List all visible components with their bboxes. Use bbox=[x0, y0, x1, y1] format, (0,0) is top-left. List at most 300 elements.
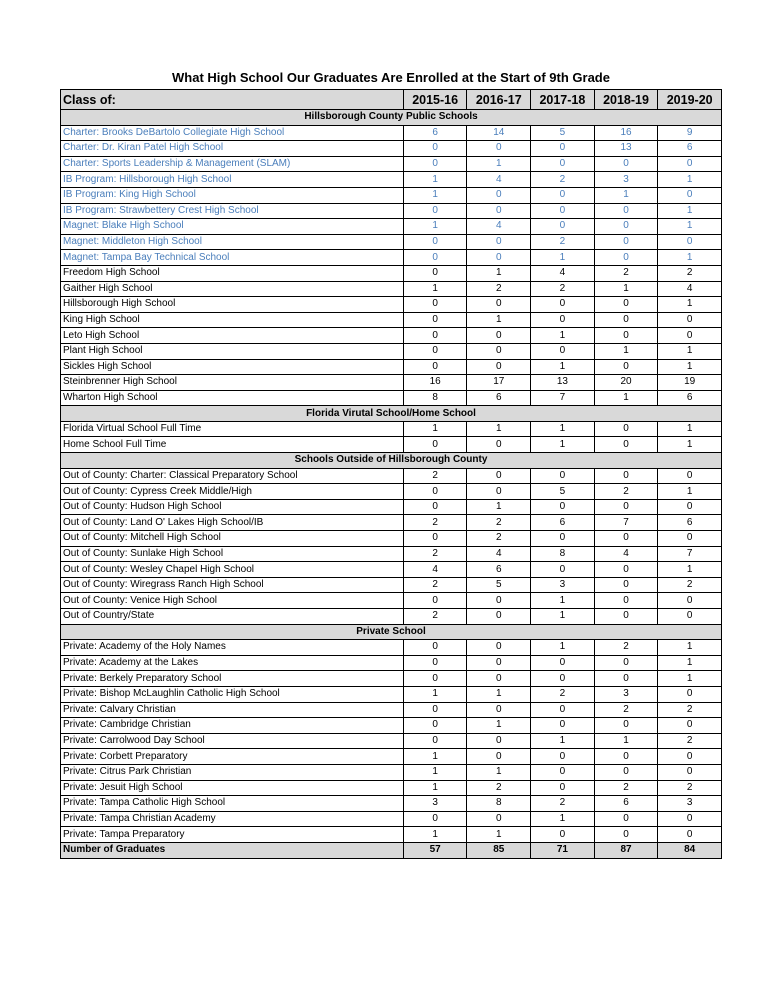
enrollment-count: 1 bbox=[658, 343, 722, 359]
enrollment-count: 1 bbox=[531, 733, 595, 749]
table-row bbox=[61, 499, 722, 515]
enrollment-count: 1 bbox=[467, 499, 531, 515]
enrollment-count: 1 bbox=[658, 359, 722, 375]
enrollment-count: 0 bbox=[403, 702, 467, 718]
enrollment-count: 1 bbox=[594, 281, 658, 297]
enrollment-count: 0 bbox=[467, 811, 531, 827]
header-year: 2016-17 bbox=[467, 90, 531, 110]
school-name: Charter: Brooks DeBartolo Collegiate High School bbox=[61, 125, 404, 141]
enrollment-count: 2 bbox=[403, 546, 467, 562]
enrollment-count: 0 bbox=[531, 203, 595, 219]
school-name: Charter: Dr. Kiran Patel High School bbox=[61, 141, 404, 157]
enrollment-count: 0 bbox=[403, 531, 467, 547]
enrollment-count: 0 bbox=[467, 187, 531, 203]
enrollment-count: 0 bbox=[594, 234, 658, 250]
header-year: 2017-18 bbox=[531, 90, 595, 110]
enrollment-count: 2 bbox=[403, 577, 467, 593]
enrollment-count: 1 bbox=[531, 811, 595, 827]
enrollment-count: 1 bbox=[531, 359, 595, 375]
table-row bbox=[61, 796, 722, 812]
enrollment-count: 0 bbox=[467, 609, 531, 625]
school-name: Out of County: Venice High School bbox=[61, 593, 404, 609]
table-row bbox=[61, 827, 722, 843]
section-header-row bbox=[61, 406, 722, 422]
enrollment-count: 0 bbox=[594, 609, 658, 625]
enrollment-count: 2 bbox=[531, 281, 595, 297]
enrollment-count: 0 bbox=[531, 531, 595, 547]
table-row bbox=[61, 686, 722, 702]
enrollment-count: 0 bbox=[594, 749, 658, 765]
school-name: Private: Citrus Park Christian bbox=[61, 764, 404, 780]
enrollment-count: 6 bbox=[594, 796, 658, 812]
school-name: Gaither High School bbox=[61, 281, 404, 297]
enrollment-count: 20 bbox=[594, 375, 658, 391]
enrollment-count: 0 bbox=[403, 343, 467, 359]
table-row bbox=[61, 312, 722, 328]
enrollment-count: 4 bbox=[658, 281, 722, 297]
enrollment-count: 0 bbox=[658, 811, 722, 827]
school-name: Out of County: Charter: Classical Preparatory School bbox=[61, 468, 404, 484]
school-name: IB Program: King High School bbox=[61, 187, 404, 203]
school-name: Private: Carrolwood Day School bbox=[61, 733, 404, 749]
school-name: Hillsborough High School bbox=[61, 297, 404, 313]
enrollment-count: 0 bbox=[531, 219, 595, 235]
enrollment-count: 0 bbox=[594, 359, 658, 375]
enrollment-count: 0 bbox=[467, 234, 531, 250]
enrollment-count: 0 bbox=[594, 250, 658, 266]
enrollment-count: 3 bbox=[403, 796, 467, 812]
school-name: Out of County: Sunlake High School bbox=[61, 546, 404, 562]
enrollment-count: 2 bbox=[403, 468, 467, 484]
enrollment-count: 0 bbox=[594, 203, 658, 219]
enrollment-count: 3 bbox=[594, 172, 658, 188]
table-row bbox=[61, 156, 722, 172]
school-name: Home School Full Time bbox=[61, 437, 404, 453]
enrollment-count: 1 bbox=[467, 718, 531, 734]
table-row bbox=[61, 219, 722, 235]
enrollment-count: 0 bbox=[467, 343, 531, 359]
enrollment-count: 0 bbox=[467, 733, 531, 749]
enrollment-count: 0 bbox=[531, 780, 595, 796]
enrollment-count: 0 bbox=[467, 593, 531, 609]
enrollment-count: 1 bbox=[403, 686, 467, 702]
table-row bbox=[61, 375, 722, 391]
enrollment-count: 1 bbox=[658, 297, 722, 313]
enrollment-count: 1 bbox=[467, 156, 531, 172]
school-name: Florida Virtual School Full Time bbox=[61, 421, 404, 437]
enrollment-count: 2 bbox=[403, 609, 467, 625]
enrollment-count: 0 bbox=[403, 234, 467, 250]
enrollment-count: 0 bbox=[531, 297, 595, 313]
enrollment-count: 13 bbox=[594, 141, 658, 157]
enrollment-count: 0 bbox=[658, 468, 722, 484]
enrollment-count: 0 bbox=[403, 671, 467, 687]
enrollment-count: 0 bbox=[658, 593, 722, 609]
enrollment-count: 2 bbox=[531, 796, 595, 812]
enrollment-count: 1 bbox=[594, 187, 658, 203]
total-count: 84 bbox=[658, 842, 722, 858]
enrollment-count: 2 bbox=[658, 577, 722, 593]
table-row bbox=[61, 172, 722, 188]
enrollment-count: 0 bbox=[403, 156, 467, 172]
section-header-row bbox=[61, 453, 722, 469]
enrollment-count: 0 bbox=[403, 733, 467, 749]
enrollment-count: 6 bbox=[467, 562, 531, 578]
enrollment-count: 0 bbox=[403, 328, 467, 344]
school-name: Private: Cambridge Christian bbox=[61, 718, 404, 734]
enrollment-count: 0 bbox=[403, 655, 467, 671]
section-header-row bbox=[61, 624, 722, 640]
enrollment-count: 0 bbox=[403, 593, 467, 609]
enrollment-count: 2 bbox=[531, 234, 595, 250]
enrollment-count: 0 bbox=[403, 297, 467, 313]
school-name: IB Program: Hillsborough High School bbox=[61, 172, 404, 188]
table-row bbox=[61, 281, 722, 297]
enrollment-count: 0 bbox=[403, 312, 467, 328]
enrollment-count: 0 bbox=[594, 421, 658, 437]
enrollment-count: 0 bbox=[594, 468, 658, 484]
enrollment-table bbox=[60, 89, 722, 859]
enrollment-count: 1 bbox=[403, 421, 467, 437]
enrollment-count: 0 bbox=[594, 297, 658, 313]
school-name: Plant High School bbox=[61, 343, 404, 359]
enrollment-count: 2 bbox=[594, 780, 658, 796]
enrollment-count: 13 bbox=[531, 375, 595, 391]
table-row bbox=[61, 780, 722, 796]
table-row bbox=[61, 515, 722, 531]
enrollment-count: 0 bbox=[594, 499, 658, 515]
enrollment-count: 1 bbox=[531, 437, 595, 453]
school-name: Out of County: Land O' Lakes High School/IB bbox=[61, 515, 404, 531]
enrollment-count: 0 bbox=[658, 827, 722, 843]
enrollment-count: 0 bbox=[658, 187, 722, 203]
enrollment-count: 0 bbox=[594, 219, 658, 235]
school-name: Magnet: Blake High School bbox=[61, 219, 404, 235]
enrollment-count: 0 bbox=[531, 562, 595, 578]
enrollment-count: 1 bbox=[531, 640, 595, 656]
enrollment-count: 2 bbox=[658, 702, 722, 718]
school-name: Leto High School bbox=[61, 328, 404, 344]
school-name: Private: Tampa Catholic High School bbox=[61, 796, 404, 812]
enrollment-count: 9 bbox=[658, 125, 722, 141]
enrollment-count: 2 bbox=[467, 281, 531, 297]
enrollment-count: 0 bbox=[531, 187, 595, 203]
enrollment-count: 2 bbox=[594, 702, 658, 718]
section-title: Florida Virutal School/Home School bbox=[61, 406, 722, 422]
school-name: Out of Country/State bbox=[61, 609, 404, 625]
header-row bbox=[61, 90, 722, 110]
enrollment-count: 0 bbox=[467, 141, 531, 157]
school-name: Private: Corbett Preparatory bbox=[61, 749, 404, 765]
table-row bbox=[61, 531, 722, 547]
school-name: Private: Jesuit High School bbox=[61, 780, 404, 796]
table-row bbox=[61, 297, 722, 313]
school-name: Out of County: Mitchell High School bbox=[61, 531, 404, 547]
enrollment-count: 0 bbox=[467, 359, 531, 375]
enrollment-count: 0 bbox=[403, 141, 467, 157]
document-title: What High School Our Graduates Are Enrolled at the Start of 9th Grade bbox=[172, 70, 610, 85]
enrollment-count: 1 bbox=[403, 219, 467, 235]
enrollment-count: 1 bbox=[467, 265, 531, 281]
enrollment-count: 0 bbox=[531, 499, 595, 515]
enrollment-count: 0 bbox=[658, 312, 722, 328]
enrollment-count: 0 bbox=[531, 827, 595, 843]
enrollment-count: 7 bbox=[531, 390, 595, 406]
enrollment-count: 0 bbox=[658, 234, 722, 250]
enrollment-count: 2 bbox=[467, 515, 531, 531]
table-row bbox=[61, 718, 722, 734]
enrollment-count: 0 bbox=[531, 343, 595, 359]
enrollment-count: 2 bbox=[658, 733, 722, 749]
enrollment-count: 0 bbox=[403, 359, 467, 375]
table-row bbox=[61, 328, 722, 344]
enrollment-count: 0 bbox=[531, 312, 595, 328]
enrollment-count: 19 bbox=[658, 375, 722, 391]
table-row bbox=[61, 577, 722, 593]
enrollment-count: 7 bbox=[658, 546, 722, 562]
enrollment-count: 0 bbox=[467, 328, 531, 344]
section-title: Private School bbox=[61, 624, 722, 640]
enrollment-count: 1 bbox=[658, 172, 722, 188]
enrollment-count: 1 bbox=[658, 421, 722, 437]
enrollment-count: 0 bbox=[658, 499, 722, 515]
enrollment-count: 1 bbox=[467, 827, 531, 843]
enrollment-count: 1 bbox=[403, 764, 467, 780]
enrollment-count: 1 bbox=[658, 484, 722, 500]
enrollment-count: 1 bbox=[658, 640, 722, 656]
table-row bbox=[61, 359, 722, 375]
enrollment-count: 6 bbox=[658, 390, 722, 406]
enrollment-count: 0 bbox=[467, 468, 531, 484]
enrollment-count: 6 bbox=[467, 390, 531, 406]
table-row bbox=[61, 593, 722, 609]
enrollment-count: 5 bbox=[531, 484, 595, 500]
enrollment-count: 2 bbox=[658, 265, 722, 281]
enrollment-count: 1 bbox=[467, 686, 531, 702]
total-count: 57 bbox=[403, 842, 467, 858]
enrollment-count: 0 bbox=[403, 250, 467, 266]
enrollment-count: 0 bbox=[594, 827, 658, 843]
enrollment-count: 1 bbox=[531, 250, 595, 266]
table-row bbox=[61, 203, 722, 219]
enrollment-count: 3 bbox=[594, 686, 658, 702]
header-year: 2018-19 bbox=[594, 90, 658, 110]
header-label: Class of: bbox=[61, 90, 404, 110]
enrollment-count: 0 bbox=[467, 437, 531, 453]
table-row bbox=[61, 702, 722, 718]
enrollment-count: 2 bbox=[658, 780, 722, 796]
enrollment-count: 8 bbox=[403, 390, 467, 406]
enrollment-count: 0 bbox=[403, 203, 467, 219]
enrollment-count: 0 bbox=[467, 640, 531, 656]
school-name: Private: Academy of the Holy Names bbox=[61, 640, 404, 656]
enrollment-count: 1 bbox=[403, 749, 467, 765]
total-row bbox=[61, 842, 722, 858]
school-name: Private: Bishop McLaughlin Catholic High School bbox=[61, 686, 404, 702]
enrollment-count: 1 bbox=[594, 390, 658, 406]
enrollment-count: 0 bbox=[594, 562, 658, 578]
enrollment-count: 0 bbox=[467, 297, 531, 313]
section-title: Hillsborough County Public Schools bbox=[61, 110, 722, 126]
enrollment-count: 0 bbox=[658, 328, 722, 344]
enrollment-count: 1 bbox=[531, 593, 595, 609]
table-row bbox=[61, 671, 722, 687]
enrollment-count: 5 bbox=[531, 125, 595, 141]
enrollment-count: 0 bbox=[403, 437, 467, 453]
enrollment-count: 1 bbox=[467, 312, 531, 328]
table-row bbox=[61, 250, 722, 266]
enrollment-count: 3 bbox=[658, 796, 722, 812]
enrollment-count: 0 bbox=[467, 749, 531, 765]
enrollment-count: 3 bbox=[531, 577, 595, 593]
enrollment-count: 0 bbox=[531, 655, 595, 671]
enrollment-count: 0 bbox=[658, 718, 722, 734]
enrollment-count: 1 bbox=[594, 343, 658, 359]
enrollment-count: 0 bbox=[531, 749, 595, 765]
table-row bbox=[61, 343, 722, 359]
enrollment-count: 4 bbox=[531, 265, 595, 281]
enrollment-count: 1 bbox=[658, 655, 722, 671]
enrollment-count: 0 bbox=[531, 702, 595, 718]
enrollment-count: 0 bbox=[594, 671, 658, 687]
enrollment-count: 6 bbox=[658, 141, 722, 157]
enrollment-count: 2 bbox=[594, 640, 658, 656]
enrollment-count: 0 bbox=[594, 593, 658, 609]
enrollment-count: 0 bbox=[467, 250, 531, 266]
table-row bbox=[61, 484, 722, 500]
enrollment-count: 2 bbox=[467, 531, 531, 547]
table-row bbox=[61, 546, 722, 562]
enrollment-count: 1 bbox=[403, 281, 467, 297]
school-name: Magnet: Middleton High School bbox=[61, 234, 404, 250]
enrollment-count: 6 bbox=[531, 515, 595, 531]
school-name: Magnet: Tampa Bay Technical School bbox=[61, 250, 404, 266]
enrollment-count: 1 bbox=[658, 203, 722, 219]
total-count: 71 bbox=[531, 842, 595, 858]
table-row bbox=[61, 562, 722, 578]
table-row bbox=[61, 640, 722, 656]
school-name: Private: Berkely Preparatory School bbox=[61, 671, 404, 687]
enrollment-count: 0 bbox=[531, 718, 595, 734]
enrollment-count: 6 bbox=[403, 125, 467, 141]
enrollment-count: 0 bbox=[658, 749, 722, 765]
enrollment-count: 0 bbox=[594, 577, 658, 593]
table-row bbox=[61, 733, 722, 749]
enrollment-count: 0 bbox=[658, 609, 722, 625]
table-body bbox=[61, 90, 722, 859]
enrollment-count: 0 bbox=[594, 312, 658, 328]
table-row bbox=[61, 655, 722, 671]
enrollment-count: 0 bbox=[531, 671, 595, 687]
enrollment-count: 0 bbox=[467, 671, 531, 687]
enrollment-count: 0 bbox=[658, 156, 722, 172]
enrollment-count: 8 bbox=[531, 546, 595, 562]
section-header-row bbox=[61, 110, 722, 126]
school-name: Private: Calvary Christian bbox=[61, 702, 404, 718]
table-row bbox=[61, 421, 722, 437]
total-count: 85 bbox=[467, 842, 531, 858]
header-year: 2015-16 bbox=[403, 90, 467, 110]
enrollment-count: 0 bbox=[594, 531, 658, 547]
table-row bbox=[61, 468, 722, 484]
enrollment-count: 1 bbox=[658, 250, 722, 266]
enrollment-count: 0 bbox=[403, 484, 467, 500]
enrollment-count: 1 bbox=[467, 421, 531, 437]
enrollment-count: 2 bbox=[467, 780, 531, 796]
enrollment-count: 16 bbox=[594, 125, 658, 141]
school-name: Out of County: Wesley Chapel High School bbox=[61, 562, 404, 578]
enrollment-count: 2 bbox=[594, 484, 658, 500]
school-name: Wharton High School bbox=[61, 390, 404, 406]
enrollment-count: 0 bbox=[531, 764, 595, 780]
enrollment-count: 1 bbox=[594, 733, 658, 749]
enrollment-count: 2 bbox=[403, 515, 467, 531]
enrollment-count: 2 bbox=[594, 265, 658, 281]
enrollment-count: 0 bbox=[658, 686, 722, 702]
table-row bbox=[61, 609, 722, 625]
table-row bbox=[61, 749, 722, 765]
table-row bbox=[61, 187, 722, 203]
school-name: Out of County: Wiregrass Ranch High School bbox=[61, 577, 404, 593]
school-name: Steinbrenner High School bbox=[61, 375, 404, 391]
school-name: IB Program: Strawbettery Crest High School bbox=[61, 203, 404, 219]
enrollment-count: 4 bbox=[594, 546, 658, 562]
section-title: Schools Outside of Hillsborough County bbox=[61, 453, 722, 469]
enrollment-count: 0 bbox=[658, 531, 722, 547]
school-name: Private: Tampa Preparatory bbox=[61, 827, 404, 843]
enrollment-count: 0 bbox=[594, 437, 658, 453]
enrollment-count: 2 bbox=[531, 686, 595, 702]
table-row bbox=[61, 764, 722, 780]
enrollment-count: 16 bbox=[403, 375, 467, 391]
enrollment-count: 1 bbox=[658, 562, 722, 578]
enrollment-count: 5 bbox=[467, 577, 531, 593]
enrollment-count: 0 bbox=[467, 203, 531, 219]
total-label: Number of Graduates bbox=[61, 842, 404, 858]
enrollment-count: 0 bbox=[658, 764, 722, 780]
enrollment-count: 4 bbox=[467, 172, 531, 188]
school-name: Sickles High School bbox=[61, 359, 404, 375]
enrollment-count: 1 bbox=[658, 671, 722, 687]
enrollment-count: 4 bbox=[467, 219, 531, 235]
enrollment-count: 8 bbox=[467, 796, 531, 812]
enrollment-count: 0 bbox=[594, 811, 658, 827]
enrollment-count: 0 bbox=[594, 156, 658, 172]
enrollment-count: 0 bbox=[403, 265, 467, 281]
enrollment-count: 0 bbox=[403, 718, 467, 734]
enrollment-count: 1 bbox=[531, 421, 595, 437]
table-row bbox=[61, 437, 722, 453]
enrollment-count: 0 bbox=[403, 499, 467, 515]
enrollment-count: 7 bbox=[594, 515, 658, 531]
enrollment-count: 1 bbox=[403, 172, 467, 188]
enrollment-count: 0 bbox=[594, 328, 658, 344]
enrollment-count: 0 bbox=[403, 640, 467, 656]
enrollment-count: 0 bbox=[531, 141, 595, 157]
table-row bbox=[61, 390, 722, 406]
enrollment-count: 0 bbox=[531, 468, 595, 484]
table-row bbox=[61, 265, 722, 281]
enrollment-count: 1 bbox=[403, 187, 467, 203]
enrollment-count: 1 bbox=[403, 827, 467, 843]
enrollment-count: 0 bbox=[467, 484, 531, 500]
enrollment-count: 0 bbox=[467, 702, 531, 718]
enrollment-count: 1 bbox=[658, 219, 722, 235]
table-row bbox=[61, 811, 722, 827]
school-name: Out of County: Hudson High School bbox=[61, 499, 404, 515]
enrollment-count: 0 bbox=[594, 764, 658, 780]
enrollment-count: 1 bbox=[531, 328, 595, 344]
